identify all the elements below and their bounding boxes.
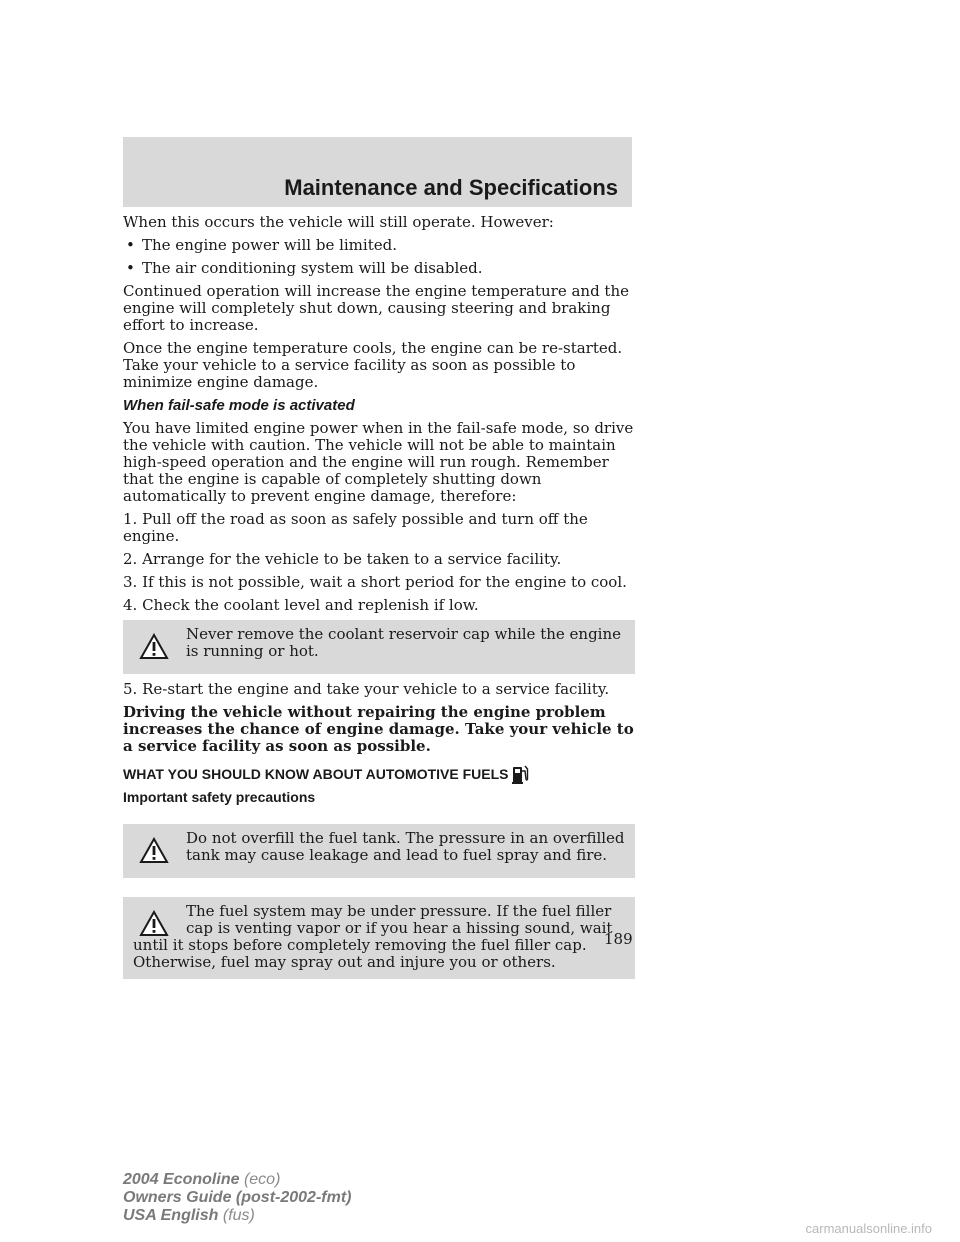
bullet-dot: • xyxy=(126,259,135,277)
step-item: 3. If this is not possible, wait a short period for the engine to cool. xyxy=(123,573,627,591)
intro-paragraph: When this occurs the vehicle will still operate. However: xyxy=(123,213,554,231)
footer-model: 2004 Econoline xyxy=(123,1171,240,1188)
failsafe-paragraph: You have limited engine power when in the fail-safe mode, so drive the vehicle with caution. The vehicle will not be able to maintain high-speed operation and the engine will run rough. Remember that the engine is capable of completely shutting down automatically to prevent engine damage, therefore: xyxy=(123,419,634,505)
bullet-text: The air conditioning system will be disabled. xyxy=(142,259,483,277)
page-number: 189 xyxy=(604,930,633,948)
fuels-heading xyxy=(123,761,635,783)
fuels-heading-text: WHAT YOU SHOULD KNOW ABOUT AUTOMOTIVE FUELS xyxy=(123,766,509,782)
warning-box-coolant xyxy=(123,620,635,674)
step-item: 2. Arrange for the vehicle to be taken to a service facility. xyxy=(123,550,562,568)
footer-line xyxy=(123,1189,351,1207)
continued-paragraph: Continued operation will increase the engine temperature and the engine will completely shut down, causing steering and braking effort to increase. xyxy=(123,282,630,334)
fuel-pump-icon xyxy=(511,761,529,785)
footer-line xyxy=(123,1171,351,1189)
footer-model-code: (eco) xyxy=(243,1171,281,1188)
section-title: Maintenance and Specifications xyxy=(284,175,618,200)
footer-guide: Owners Guide (post-2002-fmt) xyxy=(123,1189,352,1206)
bullet-text: The engine power will be limited. xyxy=(142,236,397,254)
once-paragraph: Once the engine temperature cools, the engine can be re-started. Take your vehicle to a service facility as soon as possible to minimize engine damage. xyxy=(123,339,623,391)
page-content xyxy=(123,214,635,986)
spacer xyxy=(123,885,635,897)
spacer xyxy=(123,812,635,824)
section-header xyxy=(123,137,632,207)
warning-box-pressure xyxy=(123,897,635,979)
watermark: carmanualsonline.info xyxy=(805,1221,932,1236)
bullet-dot: • xyxy=(126,236,135,254)
bullet-item xyxy=(123,237,635,254)
warning-text: The fuel system may be under pressure. If the fuel filler cap is venting vapor or if you hear a hissing sound, wait until it stops before completely removing the fuel filler cap. Otherwise, fuel may spray out and injure you or others. xyxy=(133,902,613,971)
step-item: 5. Re-start the engine and take your vehicle to a service facility. xyxy=(123,680,610,698)
failsafe-heading: When fail-safe mode is activated xyxy=(123,397,355,414)
bullet-item xyxy=(123,260,635,277)
footer-line xyxy=(123,1207,351,1225)
warning-text: Never remove the coolant reservoir cap while the engine is running or hot. xyxy=(186,625,621,660)
warning-triangle-icon xyxy=(139,837,169,864)
step-item: 1. Pull off the road as soon as safely possible and turn off the engine. xyxy=(123,510,588,545)
footer-language: USA English xyxy=(123,1207,219,1224)
footer-language-code: (fus) xyxy=(222,1207,255,1224)
warning-text: Do not overfill the fuel tank. The pressure in an overfilled tank may cause leakage and lead to fuel spray and fire. xyxy=(186,829,625,864)
bold-warning-paragraph: Driving the vehicle without repairing the engine problem increases the chance of engine damage. Take your vehicle to a service facility as soon as possible. xyxy=(123,703,634,755)
warning-box-overfill xyxy=(123,824,635,878)
step-item: 4. Check the coolant level and replenish if low. xyxy=(123,596,479,614)
warning-triangle-icon xyxy=(139,633,169,660)
safety-heading: Important safety precautions xyxy=(123,789,316,805)
document-footer xyxy=(123,1171,351,1225)
warning-triangle-icon xyxy=(139,910,169,937)
